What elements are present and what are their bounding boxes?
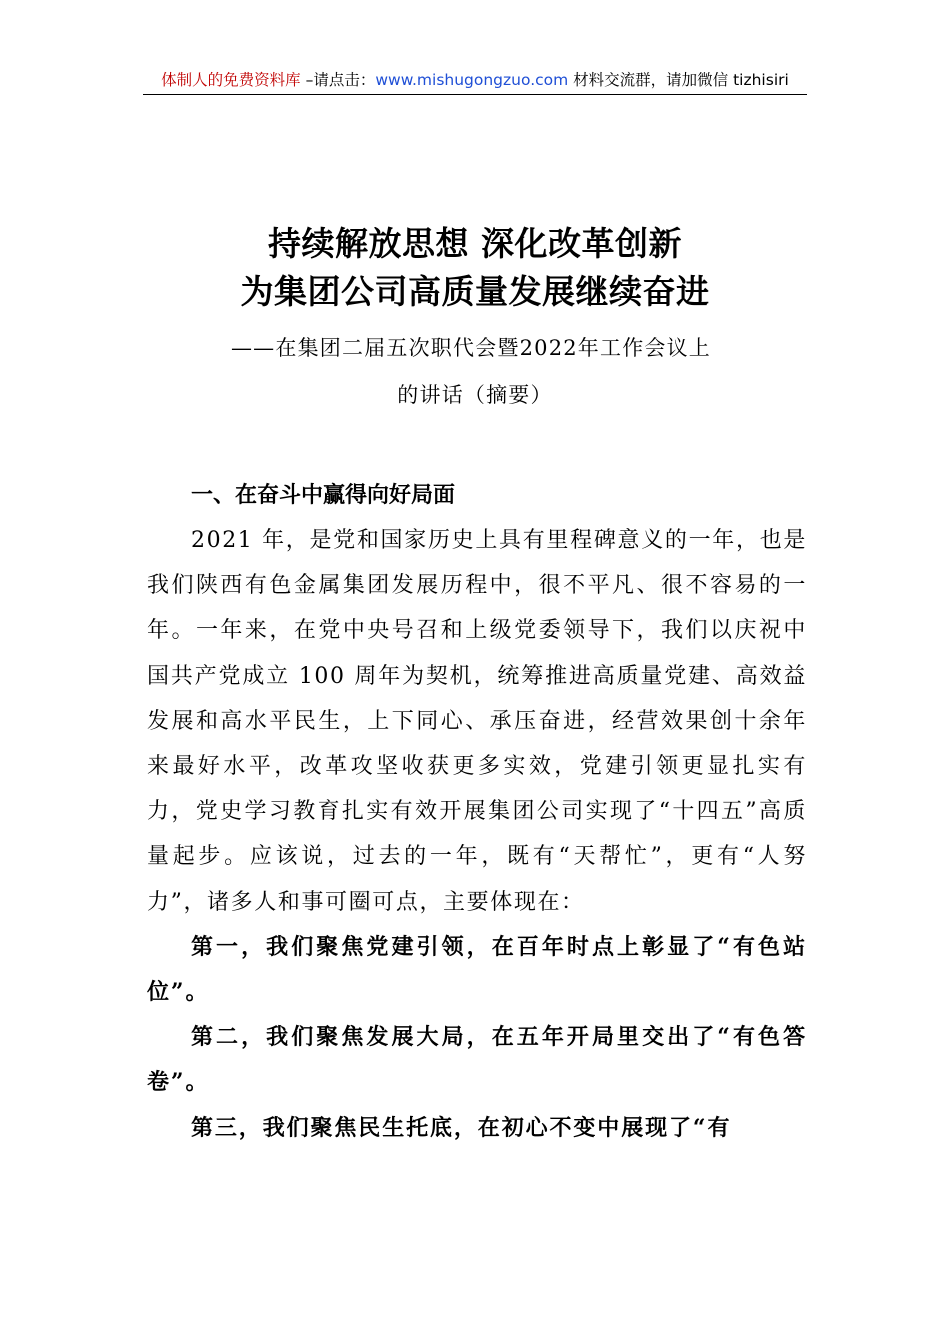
- key-point-3: 第三，我们聚焦民生托底，在初心不变中展现了“有: [191, 1114, 732, 1141]
- title-line-1: 持续解放思想 深化改革创新: [268, 224, 682, 263]
- key-point-2: 第二，我们聚焦发展大局，在五年开局里交出了“有色答卷”。: [147, 1024, 807, 1096]
- document-body: [147, 476, 807, 1151]
- title-line-2: 为集团公司高质量发展继续奋进: [240, 272, 710, 311]
- page-header: [143, 66, 807, 95]
- subtitle-line-1: ——在集团二届五次职代会暨2022年工作会议上: [230, 336, 712, 360]
- header-link[interactable]: www.mishugongzuo.com: [375, 71, 569, 89]
- key-point-1: 第一，我们聚焦党建引领，在百年时点上彰显了“有色站位”。: [147, 933, 807, 1006]
- header-brand: 体制人的免费资料库: [161, 71, 301, 89]
- section-heading: 一、在奋斗中赢得向好局面: [191, 483, 456, 508]
- body-paragraph: 2021 年，是党和国家历史上具有里程碑意义的一年，也是我们陕西有色金属集团发展历程中，很不平凡、很不容易的一年。一年来，在党中央号召和上级党委领导下，我们以庆祝中国共产党成立 100 周年为契机，统筹推进高质量党建、高效益发展和高水平民生，上下同心、承压奋进，经营效果创十余年来最好水平，改革攻坚收获更多实效，党建引领更显扎实有力，党史学习教育扎实有效开展集团公司实现了“十四五”高质量起步。应该说，过去的一年，既有“天帮忙”，更有“人努力”，诸多人和事可圈可点，主要体现在：: [147, 528, 807, 915]
- header-contact: 材料交流群，请加微信 tizhisiri: [568, 71, 789, 89]
- subtitle-line-2: 的讲话（摘要）: [397, 383, 553, 407]
- header-prompt: –请点击：: [300, 71, 376, 89]
